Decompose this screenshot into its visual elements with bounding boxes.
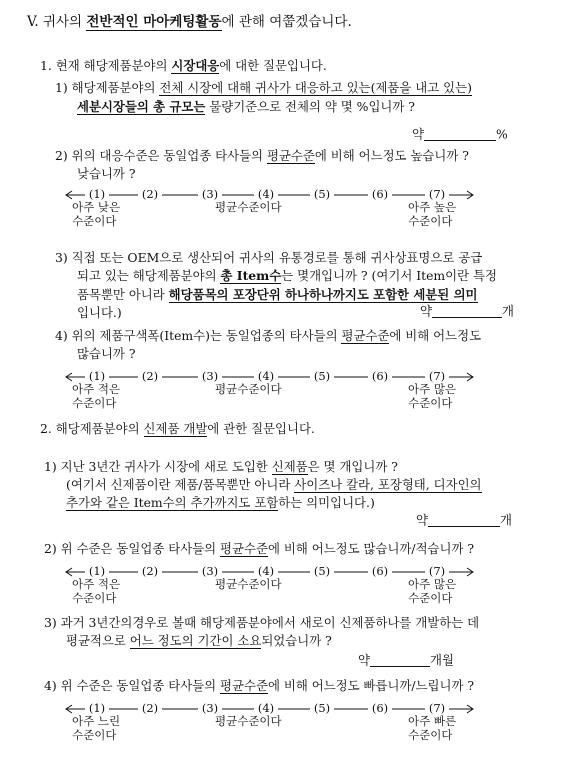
p2q3-line1: 3) 과거 3년간의경우로 볼때 해당제품분야에서 새로이 신제품하나를 개발하는 데 — [44, 615, 480, 630]
scale-point-1[interactable]: (1) — [88, 369, 106, 383]
section-title — [27, 16, 352, 30]
p1q1-line1 — [55, 82, 472, 94]
scale-mid-label: 평균수준이다 — [215, 382, 282, 396]
scale-point-4[interactable]: (4) — [257, 369, 275, 383]
scale-right-label: 아주 높은 — [408, 200, 457, 214]
scale-mid-label: 평균수준이다 — [215, 200, 282, 214]
p2q4-line1 — [44, 680, 474, 692]
scale-point-3[interactable]: (3) — [201, 701, 219, 715]
p1q3-line1: 3) 직접 또는 OEM으로 생산되어 귀사의 유통경로를 통해 귀사상표명으로 공급 — [55, 250, 483, 265]
scale-point-3[interactable]: (3) — [201, 564, 219, 578]
scale-left-label: 아주 느린 — [72, 714, 121, 728]
part1-heading — [40, 60, 327, 72]
p2q3-line2 — [66, 635, 332, 647]
p2q1-l2b: 사이즈나 칼라, 포장형태, 디자인의 — [294, 477, 482, 492]
p2q3-l2b: 어느 정도의 기간이 소요 — [129, 633, 262, 648]
scale-left-label: 아주 적은 — [72, 382, 121, 396]
p1q3-ans-unit: 개 — [501, 303, 514, 319]
section-title-suffix: 에 관해 여쭙겠습니다. — [221, 14, 352, 30]
p1q4-l1a: 4) 위의 제품구색폭(Item수)는 동일업종의 타사들의 — [55, 328, 342, 343]
scale-mid-label: 평균수준이다 — [215, 714, 282, 728]
p2q2-l1a: 2) 위 수준은 동일업종 타사들의 — [44, 541, 221, 556]
p1q3-l3a: 품목뿐만 아니라 — [77, 287, 169, 302]
part1-heading-emph: 시장대응 — [171, 58, 220, 73]
p2q4-l1b: 평균수준 — [220, 678, 268, 693]
p1q3-answer — [420, 305, 514, 318]
p2q1-l2a: (여기서 신제품이란 제품/품목뿐만 아니라 — [66, 477, 295, 492]
p1q4-l1c: 에 비해 어느정도 — [389, 328, 482, 343]
p1q3-line4: 입니다.) — [77, 305, 122, 320]
p1q1-answer — [412, 128, 508, 141]
part1-heading-suffix: 에 대한 질문입니다. — [219, 58, 327, 73]
section-title-prefix: V. 귀사의 — [27, 14, 87, 30]
scale-left-label: 아주 적은 — [72, 577, 121, 591]
p2q1-l1b: 신제품 — [271, 459, 308, 474]
p1q1-ans-pre: 약 — [412, 126, 424, 142]
scale-left-label: 아주 낮은 — [72, 200, 121, 214]
scale-point-3[interactable]: (3) — [201, 187, 219, 201]
scale-point-5[interactable]: (5) — [313, 187, 331, 201]
scale-point-7[interactable]: (7) — [428, 564, 446, 578]
p2q1-l3a: 추가와 같은 Item수의 추가까지도 포함 — [66, 495, 279, 510]
scale-right-arrow — [467, 373, 473, 381]
p1q2-l1b: 평균수준 — [266, 148, 315, 163]
p2q1-answer-blank[interactable] — [428, 514, 500, 527]
scale-point-3[interactable]: (3) — [201, 369, 219, 383]
scale-point-2[interactable]: (2) — [141, 564, 159, 578]
scale-left-label: 수준이다 — [72, 396, 117, 410]
scale-point-4[interactable]: (4) — [257, 701, 275, 715]
p2q3-l2a: 평균적으로 — [66, 633, 130, 648]
scale-point-6[interactable]: (6) — [371, 564, 389, 578]
p2q1-line3 — [66, 497, 375, 509]
scale-point-7[interactable]: (7) — [428, 369, 446, 383]
scale-right-label: 수준이다 — [408, 396, 453, 410]
scale-point-1[interactable]: (1) — [88, 701, 106, 715]
p1q4-line2: 많습니까 ? — [77, 346, 136, 361]
scale-point-6[interactable]: (6) — [371, 701, 389, 715]
scale-point-1[interactable]: (1) — [88, 187, 106, 201]
p1q2-l1a: 2) 위의 대응수준은 동일업종 타사들의 — [55, 148, 267, 163]
p2q1-l1a: 1) 지난 3년간 귀사가 시장에 새로 도입한 — [44, 459, 272, 474]
scale-right-label: 수준이다 — [408, 728, 453, 742]
scale-right-label: 아주 많은 — [408, 577, 457, 591]
p2q4-l1a: 4) 위 수준은 동일업종 타사들의 — [44, 678, 221, 693]
p2q1-ans-unit: 개 — [499, 512, 512, 528]
part2-heading-suffix: 에 관한 질문입니다. — [207, 421, 315, 436]
p1q4-l1b: 평균수준 — [341, 328, 390, 343]
scale-left-arrow — [66, 191, 72, 199]
p1q3-line2 — [77, 270, 497, 282]
scale-right-label: 아주 빠른 — [408, 714, 457, 728]
p1q3-answer-blank[interactable] — [432, 305, 502, 318]
p2q1-l1c: 은 몇 개입니까 ? — [307, 459, 398, 474]
scale-left-label: 수준이다 — [72, 728, 117, 742]
scale-left-label: 수준이다 — [72, 214, 117, 228]
p1q1-answer-blank[interactable] — [424, 128, 496, 141]
scale-left-arrow — [66, 705, 72, 713]
p1q2-line1 — [55, 150, 469, 162]
p1q1-l1b: 전체 시장에 대해 귀사가 대응하고 있는(제품을 내고 있는) — [159, 80, 472, 95]
scale-right-arrow — [467, 705, 473, 713]
p2q2-line1 — [44, 543, 474, 555]
scale-left-arrow — [66, 568, 72, 576]
scale-point-5[interactable]: (5) — [313, 701, 331, 715]
section-title-emph: 전반적인 마아케팅활동 — [86, 14, 222, 30]
p2q1-ans-pre: 약 — [416, 512, 428, 528]
part1-heading-prefix: 1. 현재 해당제품분야의 — [40, 58, 172, 73]
p1q1-line2 — [77, 101, 415, 113]
p1q3-ans-pre: 약 — [420, 303, 432, 319]
part2-heading — [40, 423, 315, 435]
p2q1-l3b: 하는 의미입니다.) — [278, 495, 375, 510]
p1q3-l2b: 총 Item수 — [220, 268, 282, 283]
p2q1-line2 — [66, 479, 482, 491]
part2-heading-prefix: 2. 해당제품분야의 — [40, 421, 144, 436]
p1q3-l2a: 되고 있는 해당제품분야의 — [77, 268, 221, 283]
p2q3-ans-unit: 개월 — [429, 652, 454, 668]
scale-point-6[interactable]: (6) — [371, 187, 389, 201]
scale-point-1[interactable]: (1) — [88, 564, 106, 578]
scale-right-label: 수준이다 — [408, 214, 453, 228]
scale-right-label: 수준이다 — [408, 591, 453, 605]
scale-point-7[interactable]: (7) — [428, 187, 446, 201]
p2q3-answer-blank[interactable] — [370, 654, 430, 667]
p1q1-ans-unit: % — [495, 126, 508, 142]
scale-point-5[interactable]: (5) — [313, 564, 331, 578]
p1q1-l2a: 세분시장들의 총 규모는 — [77, 99, 206, 114]
scale-point-2[interactable]: (2) — [141, 369, 159, 383]
scale-point-5[interactable]: (5) — [313, 369, 331, 383]
scale-point-4[interactable]: (4) — [257, 187, 275, 201]
p1q4-line1 — [55, 330, 481, 342]
p2q2-l1b: 평균수준 — [220, 541, 268, 556]
p1q1-l1a: 1) 해당제품분야의 — [55, 80, 160, 95]
scale-left-label: 수준이다 — [72, 591, 117, 605]
scale-left-arrow — [66, 373, 72, 381]
p1q2-line2: 낮습니까 ? — [77, 166, 136, 181]
scale-right-arrow — [467, 568, 473, 576]
p1q3-l3b: 해당품목의 포장단위 하나하나까지도 포함한 세분된 의미 — [168, 287, 478, 302]
p2q1-line1 — [44, 461, 398, 473]
p1q1-l2b: 물량기준으로 전체의 약 몇 %입니까 ? — [205, 99, 415, 114]
p1q2-l1c: 에 비해 어느정도 높습니까 ? — [314, 148, 469, 163]
scale-point-7[interactable]: (7) — [428, 701, 446, 715]
p2q3-answer — [358, 654, 454, 667]
p2q2-l1c: 에 비해 어느정도 많습니까/적습니까 ? — [267, 541, 475, 556]
scale-right-arrow — [467, 191, 473, 199]
scale-point-4[interactable]: (4) — [257, 564, 275, 578]
p2q3-l2c: 되었습니까 ? — [261, 633, 332, 648]
scale-right-label: 아주 많은 — [408, 382, 457, 396]
p2q4-l1c: 에 비해 어느정도 빠릅니까/느립니까 ? — [267, 678, 475, 693]
p1q3-line3 — [77, 289, 478, 301]
p2q3-ans-pre: 약 — [358, 652, 370, 668]
p2q1-answer — [416, 514, 512, 527]
scale-mid-label: 평균수준이다 — [215, 577, 282, 591]
scale-point-2[interactable]: (2) — [141, 701, 159, 715]
p1q3-l2c: 는 몇개입니까 ? (여기서 Item이란 특정 — [281, 268, 497, 283]
part2-heading-emph: 신제품 개발 — [143, 421, 208, 436]
scale-point-2[interactable]: (2) — [141, 187, 159, 201]
scale-point-6[interactable]: (6) — [371, 369, 389, 383]
